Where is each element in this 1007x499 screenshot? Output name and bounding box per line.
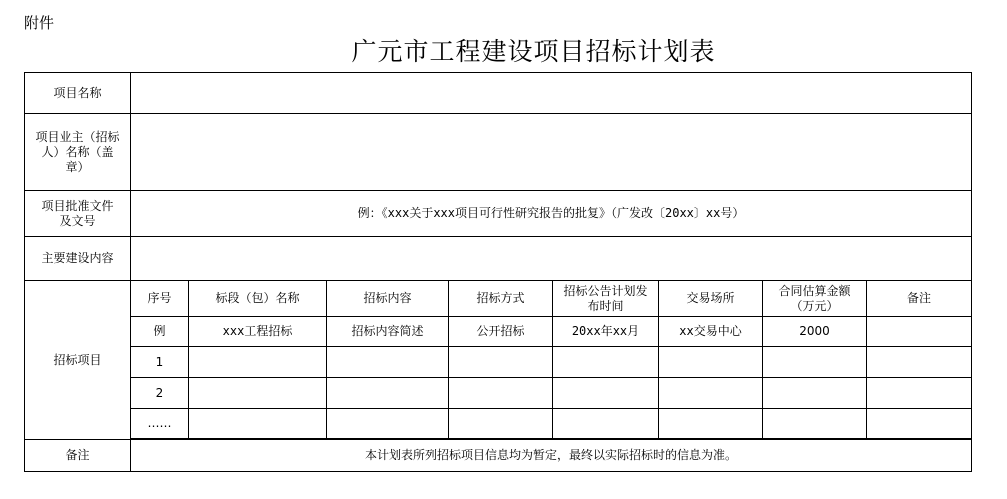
header-cell: 招标内容 (327, 281, 449, 317)
row-approval (25, 191, 972, 237)
table-cell[interactable] (449, 347, 553, 378)
row-main-content (25, 237, 972, 281)
table-cell[interactable] (659, 378, 763, 409)
row-remarks (25, 440, 972, 472)
table-cell (867, 317, 972, 347)
table-cell[interactable] (867, 409, 972, 439)
owner-value[interactable] (131, 114, 972, 191)
table-row-2 (25, 378, 972, 409)
table-cell: 招标内容简述 (327, 317, 449, 347)
table-cell[interactable] (659, 409, 763, 439)
table-cell: 2000 (763, 317, 867, 347)
table-cell[interactable] (763, 347, 867, 378)
table-row-more (25, 409, 972, 439)
table-row-1 (25, 347, 972, 378)
project-name-label: 项目名称 (25, 73, 131, 114)
table-cell[interactable] (449, 378, 553, 409)
table-cell[interactable] (553, 409, 659, 439)
table-cell[interactable] (189, 378, 327, 409)
table-cell[interactable] (449, 409, 553, 439)
table-cell: …… (131, 409, 189, 439)
table-cell[interactable] (763, 409, 867, 439)
owner-label: 项目业主（招标人）名称（盖章） (25, 114, 131, 191)
project-name-value[interactable] (131, 73, 972, 114)
table-cell: xxx工程招标 (189, 317, 327, 347)
approval-example: 例：《xxx关于xxx项目可行性研究报告的批复》（广发改〔20xx〕xx号） (131, 191, 972, 237)
table-cell[interactable] (327, 347, 449, 378)
table-cell[interactable] (327, 409, 449, 439)
table-cell[interactable] (659, 347, 763, 378)
table-cell: xx交易中心 (659, 317, 763, 347)
main-content-label: 主要建设内容 (25, 237, 131, 281)
table-cell: 20xx年xx月 (553, 317, 659, 347)
header-cell: 招标公告计划发布时间 (553, 281, 659, 317)
table-cell[interactable] (327, 378, 449, 409)
table-cell[interactable] (553, 347, 659, 378)
table-cell: 公开招标 (449, 317, 553, 347)
table-cell[interactable] (189, 347, 327, 378)
remarks-text: 本计划表所列招标项目信息均为暂定，最终以实际招标时的信息为准。 (131, 440, 972, 472)
table-cell: 例 (131, 317, 189, 347)
header-cell: 标段（包）名称 (189, 281, 327, 317)
remarks-label: 备注 (25, 440, 131, 472)
approval-label: 项目批准文件及文号 (25, 191, 131, 237)
main-content-value[interactable] (131, 237, 972, 281)
header-cell: 序号 (131, 281, 189, 317)
row-project-name (25, 73, 972, 114)
table-cell[interactable] (553, 378, 659, 409)
table-cell[interactable] (867, 378, 972, 409)
table-cell: 1 (131, 347, 189, 378)
table-cell[interactable] (189, 409, 327, 439)
row-owner (25, 114, 972, 191)
header-cell: 备注 (867, 281, 972, 317)
header-cell: 交易场所 (659, 281, 763, 317)
table-cell[interactable] (867, 347, 972, 378)
bidding-plan-table (24, 72, 972, 472)
header-cell: 招标方式 (449, 281, 553, 317)
table-cell: 2 (131, 378, 189, 409)
table-cell[interactable] (763, 378, 867, 409)
table-row-example (25, 317, 972, 347)
bidding-header-row (25, 281, 972, 317)
bidding-projects-label: 招标项目 (25, 281, 131, 440)
attachment-label: 附件 (24, 14, 55, 32)
document-title: 广元市工程建设项目招标计划表 (351, 37, 716, 66)
header-cell: 合同估算金额（万元） (763, 281, 867, 317)
